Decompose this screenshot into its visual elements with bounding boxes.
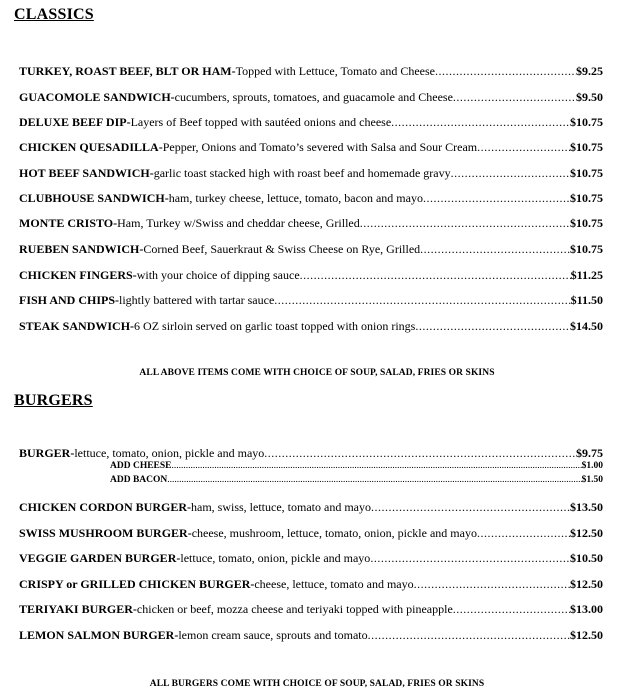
item-description: Corned Beef, Sauerkraut & Swiss Cheese on Rye, Grilled (143, 242, 421, 256)
dot-leader (453, 90, 576, 104)
item-description: cheese, lettuce, tomato and mayo (254, 577, 414, 591)
item-price: $10.75 (570, 216, 603, 230)
item-price: $10.75 (570, 166, 603, 180)
menu-item (19, 551, 603, 565)
item-description: Topped with Lettuce, Tomato and Cheese (235, 64, 436, 78)
item-description: lemon cream sauce, sprouts and tomato (178, 628, 368, 642)
item-price: $9.75 (576, 446, 603, 460)
item-name: SWISS MUSHROOM BURGER- (19, 526, 192, 540)
dot-leader (420, 242, 570, 256)
item-description: with your choice of dipping sauce (136, 268, 300, 282)
item-name: TURKEY, ROAST BEEF, BLT OR HAM- (19, 64, 236, 78)
menu-item (19, 268, 603, 282)
menu-item (19, 526, 603, 540)
menu-item (19, 216, 603, 230)
item-description: cucumbers, sprouts, tomatoes, and guacamole and Cheese (174, 90, 453, 104)
dot-leader (435, 64, 576, 78)
dot-leader (370, 551, 570, 565)
addon-name: ADD CHEESE (110, 461, 172, 471)
item-name: MONTE CRISTO- (19, 216, 118, 230)
item-name: RUEBEN SANDWICH- (19, 242, 144, 256)
item-description: 6 OZ sirloin served on garlic toast topped with onion rings (134, 319, 416, 333)
dot-leader (423, 191, 570, 205)
menu-item (19, 64, 603, 78)
item-description: Pepper, Onions and Tomato’s severed with Salsa and Sour Cream (162, 140, 478, 154)
menu-item (19, 191, 603, 205)
item-price: $9.25 (576, 64, 603, 78)
item-price: $13.50 (570, 500, 603, 514)
dot-leader (477, 140, 570, 154)
addon-price: $1.00 (581, 461, 603, 471)
item-price: $12.50 (570, 577, 603, 591)
item-price: $13.00 (570, 602, 603, 616)
dot-leader (414, 577, 570, 591)
item-price: $14.50 (570, 319, 603, 333)
menu-item (19, 90, 603, 104)
item-name: TERIYAKI BURGER- (19, 602, 137, 616)
menu-item (19, 602, 603, 616)
item-price: $10.75 (570, 140, 603, 154)
item-description: chicken or beef, mozza cheese and teriyaki topped with pineapple (136, 602, 453, 616)
item-price: $11.25 (570, 268, 603, 282)
item-name: STEAK SANDWICH- (19, 319, 135, 333)
dot-leader (368, 628, 570, 642)
item-description: garlic toast stacked high with roast beef and homemade gravy (153, 166, 451, 180)
dot-leader (300, 268, 571, 282)
item-name: BURGER- (19, 446, 75, 460)
menu-item (19, 140, 603, 154)
item-description: ham, swiss, lettuce, tomato and mayo (191, 500, 371, 514)
menu-item (19, 293, 603, 307)
item-name: CHICKEN CORDON BURGER- (19, 500, 192, 514)
dot-leader (264, 446, 576, 460)
classics-heading: CLASSICS (14, 6, 94, 23)
item-price: $12.50 (570, 526, 603, 540)
item-description: Ham, Turkey w/Swiss and cheddar cheese, Grilled (117, 216, 360, 230)
menu-item (19, 319, 603, 333)
menu-item (19, 115, 603, 129)
item-price: $10.50 (570, 551, 603, 565)
menu-item (19, 500, 603, 514)
item-name: GUACOMOLE SANDWICH- (19, 90, 175, 104)
burgers-sides-note: ALL BURGERS COME WITH CHOICE OF SOUP, SALAD, FRIES OR SKINS (149, 679, 485, 689)
item-name: FISH AND CHIPS- (19, 293, 120, 307)
item-description: ham, turkey cheese, lettuce, tomato, bacon and mayo (168, 191, 423, 205)
item-name: CLUBHOUSE SANDWICH- (19, 191, 169, 205)
dot-leader (167, 475, 581, 486)
menu-item (19, 446, 603, 460)
item-price: $11.50 (570, 293, 603, 307)
addon-name: ADD BACON (110, 475, 168, 485)
item-description: cheese, mushroom, lettuce, tomato, onion, pickle and mayo (191, 526, 477, 540)
item-name: CHICKEN QUESADILLA- (19, 140, 163, 154)
menu-item (19, 242, 603, 256)
item-price: $12.50 (570, 628, 603, 642)
item-name: HOT BEEF SANDWICH- (19, 166, 154, 180)
dot-leader (360, 216, 570, 230)
item-description: lettuce, tomato, onion, pickle and mayo (180, 551, 371, 565)
dot-leader (371, 500, 570, 514)
item-price: $9.50 (576, 90, 603, 104)
addon-item (110, 475, 603, 486)
item-name: DELUXE BEEF DIP- (19, 115, 131, 129)
classics-sides-note: ALL ABOVE ITEMS COME WITH CHOICE OF SOUP, SALAD, FRIES OR SKINS (139, 368, 495, 378)
dot-leader (453, 602, 570, 616)
dot-leader (477, 526, 570, 540)
addon-item (110, 461, 603, 472)
item-name: LEMON SALMON BURGER- (19, 628, 179, 642)
item-description: lightly battered with tartar sauce (119, 293, 275, 307)
dot-leader (274, 293, 570, 307)
item-price: $10.75 (570, 242, 603, 256)
item-price: $10.75 (570, 115, 603, 129)
dot-leader (451, 166, 570, 180)
item-price: $10.75 (570, 191, 603, 205)
item-name: VEGGIE GARDEN BURGER- (19, 551, 181, 565)
item-description: lettuce, tomato, onion, pickle and mayo (74, 446, 265, 460)
item-description: Layers of Beef topped with sautéed onions and cheese (130, 115, 392, 129)
item-name: CHICKEN FINGERS- (19, 268, 137, 282)
dot-leader (172, 461, 582, 472)
menu-item (19, 628, 603, 642)
menu-item (19, 577, 603, 591)
dot-leader (391, 115, 570, 129)
burgers-heading: BURGERS (14, 392, 93, 409)
menu-item (19, 166, 603, 180)
item-name: CRISPY or GRILLED CHICKEN BURGER- (19, 577, 255, 591)
dot-leader (415, 319, 570, 333)
addon-price: $1.50 (581, 475, 603, 485)
